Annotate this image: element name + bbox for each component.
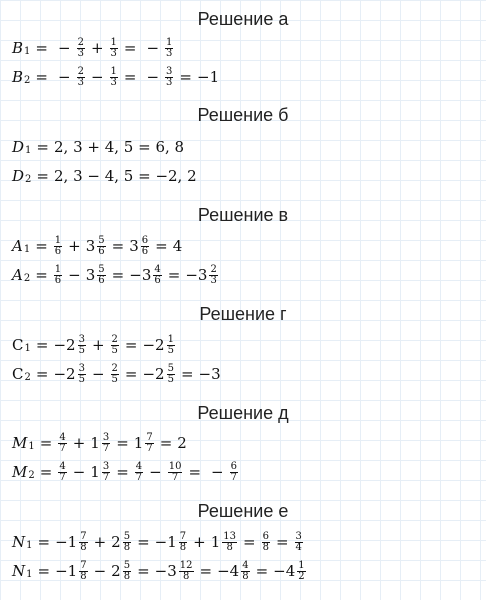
- fraction: $\frac{2}{3}$: [77, 65, 84, 88]
- equation-line: [12, 461, 239, 483]
- mixed-number: −2 $\frac{3}{5}$: [53, 362, 85, 385]
- operator: =: [116, 463, 129, 481]
- operator: =: [123, 68, 137, 86]
- operator: =: [275, 533, 289, 551]
- fraction: $\frac{5}{6}$: [98, 234, 105, 257]
- fraction: $\frac{1}{6}$: [54, 234, 62, 257]
- fraction: $\frac{3}{5}$: [78, 333, 85, 356]
- fraction: $\frac{2}{3}$: [77, 36, 84, 59]
- equation-line: [12, 334, 176, 356]
- operator: =: [35, 39, 48, 57]
- equation-line: [12, 136, 184, 158]
- fraction: $\frac{2}{3}$: [210, 263, 217, 286]
- equation-line: [12, 165, 197, 187]
- mixed-number: −1 $\frac{7}{8}$: [154, 530, 187, 553]
- fraction: $\frac{4}{6}$: [154, 263, 161, 286]
- mixed-number: −2 $\frac{5}{5}$: [142, 362, 174, 385]
- fraction: $\frac{1}{3}$: [110, 65, 117, 88]
- operator: +: [91, 336, 105, 354]
- mixed-number: 1 $\frac{3}{7}$: [90, 460, 110, 483]
- fraction: $\frac{10}{7}$: [168, 460, 182, 483]
- operator: =: [159, 434, 173, 452]
- operator: −: [90, 68, 104, 86]
- operator: =: [180, 365, 194, 383]
- fraction: $\frac{1}{5}$: [167, 333, 174, 356]
- mixed-number: 3 $\frac{6}{6}$: [129, 234, 149, 257]
- variable-subscript: 1: [28, 441, 35, 452]
- operator: =: [124, 336, 138, 354]
- operator: −: [57, 68, 71, 86]
- operator: =: [35, 365, 49, 383]
- fraction: $\frac{3}{3}$: [166, 65, 173, 88]
- expression-text: 4: [172, 237, 183, 255]
- fraction: $\frac{2}{5}$: [111, 362, 118, 385]
- mixed-number: −3 $\frac{12}{8}$: [154, 559, 193, 582]
- fraction: $\frac{4}{7}$: [59, 431, 66, 454]
- equation-line: [12, 432, 187, 454]
- operator: =: [137, 533, 150, 551]
- operator: =: [39, 434, 53, 452]
- variable-subscript: 2: [24, 372, 31, 383]
- equation-line: [12, 37, 174, 59]
- variable-letter: D: [12, 138, 25, 156]
- section-title: Решение а: [197, 9, 289, 29]
- operator: =: [255, 562, 269, 580]
- variable-subscript: 2: [23, 273, 31, 284]
- mixed-number: 1 $\frac{3}{7}$: [90, 431, 110, 454]
- fraction: $\frac{6}{8}$: [262, 530, 269, 553]
- fraction: $\frac{6}{6}$: [141, 234, 149, 257]
- section-title: Решение б: [197, 105, 289, 125]
- equation-line: [12, 235, 182, 257]
- mixed-number: −1 $\frac{7}{8}$: [55, 559, 87, 582]
- mixed-number: 3 $\frac{5}{6}$: [85, 234, 105, 257]
- mixed-number: −2 $\frac{1}{5}$: [142, 333, 174, 356]
- operator: −: [146, 39, 160, 57]
- operator: −: [149, 463, 162, 481]
- operator: =: [155, 237, 168, 255]
- operator: =: [39, 463, 53, 481]
- operator: =: [123, 39, 137, 57]
- operator: =: [111, 266, 125, 284]
- operator: =: [199, 562, 213, 580]
- operator: =: [111, 237, 125, 255]
- fraction: $\frac{4}{7}$: [59, 460, 66, 483]
- operator: −: [93, 562, 107, 580]
- operator: =: [124, 365, 138, 383]
- operator: +: [72, 434, 86, 452]
- mixed-number: −4 $\frac{1}{2}$: [273, 559, 305, 582]
- operator: =: [116, 434, 129, 452]
- operator: =: [243, 533, 256, 551]
- fraction: $\frac{4}{7}$: [135, 460, 143, 483]
- operator: =: [35, 237, 48, 255]
- variable-subscript: 2: [25, 174, 32, 185]
- fraction: $\frac{1}{6}$: [54, 263, 62, 286]
- fraction: $\frac{5}{8}$: [123, 559, 131, 582]
- section-title: Решение д: [197, 403, 289, 423]
- operator: +: [90, 39, 104, 57]
- operator: =: [37, 533, 51, 551]
- operator: =: [188, 463, 202, 481]
- operator: =: [179, 68, 192, 86]
- variable-subscript: 1: [26, 569, 33, 580]
- operator: −: [146, 68, 160, 86]
- operator: −: [91, 365, 105, 383]
- expression-text: 2, 3 − 4, 5 = −2, 2: [53, 167, 197, 185]
- fraction: $\frac{5}{5}$: [167, 362, 174, 385]
- expression-text: −3: [198, 365, 221, 383]
- section-title: Решение г: [199, 304, 287, 324]
- mixed-number: −2 $\frac{3}{5}$: [53, 333, 85, 356]
- equation-line: [12, 264, 219, 286]
- equation-line: [12, 66, 219, 88]
- equation-line: [12, 560, 307, 582]
- variable-subscript: 1: [24, 343, 31, 354]
- variable-letter: M: [12, 434, 28, 452]
- fraction: $\frac{3}{4}$: [295, 530, 302, 553]
- variable-letter: N: [12, 533, 26, 551]
- operator: −: [68, 266, 81, 284]
- fraction: $\frac{3}{7}$: [102, 431, 110, 454]
- variable-letter: A: [12, 237, 23, 255]
- variable-letter: B: [12, 39, 24, 57]
- fraction: $\frac{7}{7}$: [146, 431, 153, 454]
- variable-subscript: 1: [25, 145, 32, 156]
- operator: −: [211, 463, 224, 481]
- operator: =: [35, 68, 48, 86]
- operator: =: [167, 266, 181, 284]
- variable-letter: C: [12, 336, 24, 354]
- expression-text: 2: [177, 434, 187, 452]
- mixed-number: −4 $\frac{4}{8}$: [217, 559, 249, 582]
- mixed-number: 1 $\frac{13}{8}$: [210, 530, 237, 553]
- expression-text: −1: [197, 68, 220, 86]
- mixed-number: −3 $\frac{4}{6}$: [129, 263, 161, 286]
- fraction: $\frac{2}{5}$: [111, 333, 118, 356]
- expression-text: 2, 3 + 4, 5 = 6, 8: [53, 138, 185, 156]
- fraction: $\frac{1}{3}$: [166, 36, 173, 59]
- variable-subscript: 2: [28, 470, 35, 481]
- variable-letter: D: [12, 167, 25, 185]
- variable-letter: C: [12, 365, 24, 383]
- variable-letter: A: [12, 266, 23, 284]
- equation-line: [12, 363, 221, 385]
- fraction: $\frac{1}{2}$: [298, 559, 305, 582]
- operator: −: [57, 39, 71, 57]
- operator: +: [93, 533, 107, 551]
- variable-subscript: 1: [26, 540, 33, 551]
- mixed-number: 2 $\frac{5}{8}$: [111, 559, 131, 582]
- mixed-number: 3 $\frac{5}{6}$: [85, 263, 105, 286]
- operator: =: [35, 336, 49, 354]
- variable-subscript: 2: [24, 75, 31, 86]
- variable-letter: B: [12, 68, 24, 86]
- operator: +: [193, 533, 206, 551]
- variable-subscript: 1: [23, 244, 31, 255]
- fraction: $\frac{7}{8}$: [80, 559, 87, 582]
- fraction: $\frac{5}{6}$: [98, 263, 105, 286]
- operator: −: [72, 463, 86, 481]
- fraction: $\frac{3}{7}$: [102, 460, 110, 483]
- mixed-number: −1 $\frac{7}{8}$: [55, 530, 87, 553]
- mixed-number: −3 $\frac{2}{3}$: [185, 263, 217, 286]
- variable-subscript: 1: [24, 46, 31, 57]
- section-title: Решение в: [197, 205, 289, 225]
- fraction: $\frac{5}{8}$: [123, 530, 131, 553]
- operator: +: [68, 237, 81, 255]
- mixed-number: 1 $\frac{7}{7}$: [133, 431, 153, 454]
- equation-line: [12, 531, 304, 553]
- fraction: $\frac{6}{7}$: [230, 460, 237, 483]
- operator: =: [137, 562, 150, 580]
- fraction: $\frac{3}{5}$: [78, 362, 85, 385]
- mixed-number: 2 $\frac{5}{8}$: [111, 530, 131, 553]
- fraction: $\frac{4}{8}$: [242, 559, 249, 582]
- fraction: $\frac{13}{8}$: [223, 530, 237, 553]
- section-title: Решение е: [197, 501, 289, 521]
- fraction: $\frac{7}{8}$: [179, 530, 187, 553]
- operator: =: [36, 167, 49, 185]
- fraction: $\frac{12}{8}$: [179, 559, 193, 582]
- operator: =: [36, 138, 49, 156]
- operator: =: [35, 266, 48, 284]
- variable-letter: M: [12, 463, 28, 481]
- fraction: $\frac{7}{8}$: [80, 530, 87, 553]
- fraction: $\frac{1}{3}$: [110, 36, 117, 59]
- variable-letter: N: [12, 562, 26, 580]
- operator: =: [37, 562, 51, 580]
